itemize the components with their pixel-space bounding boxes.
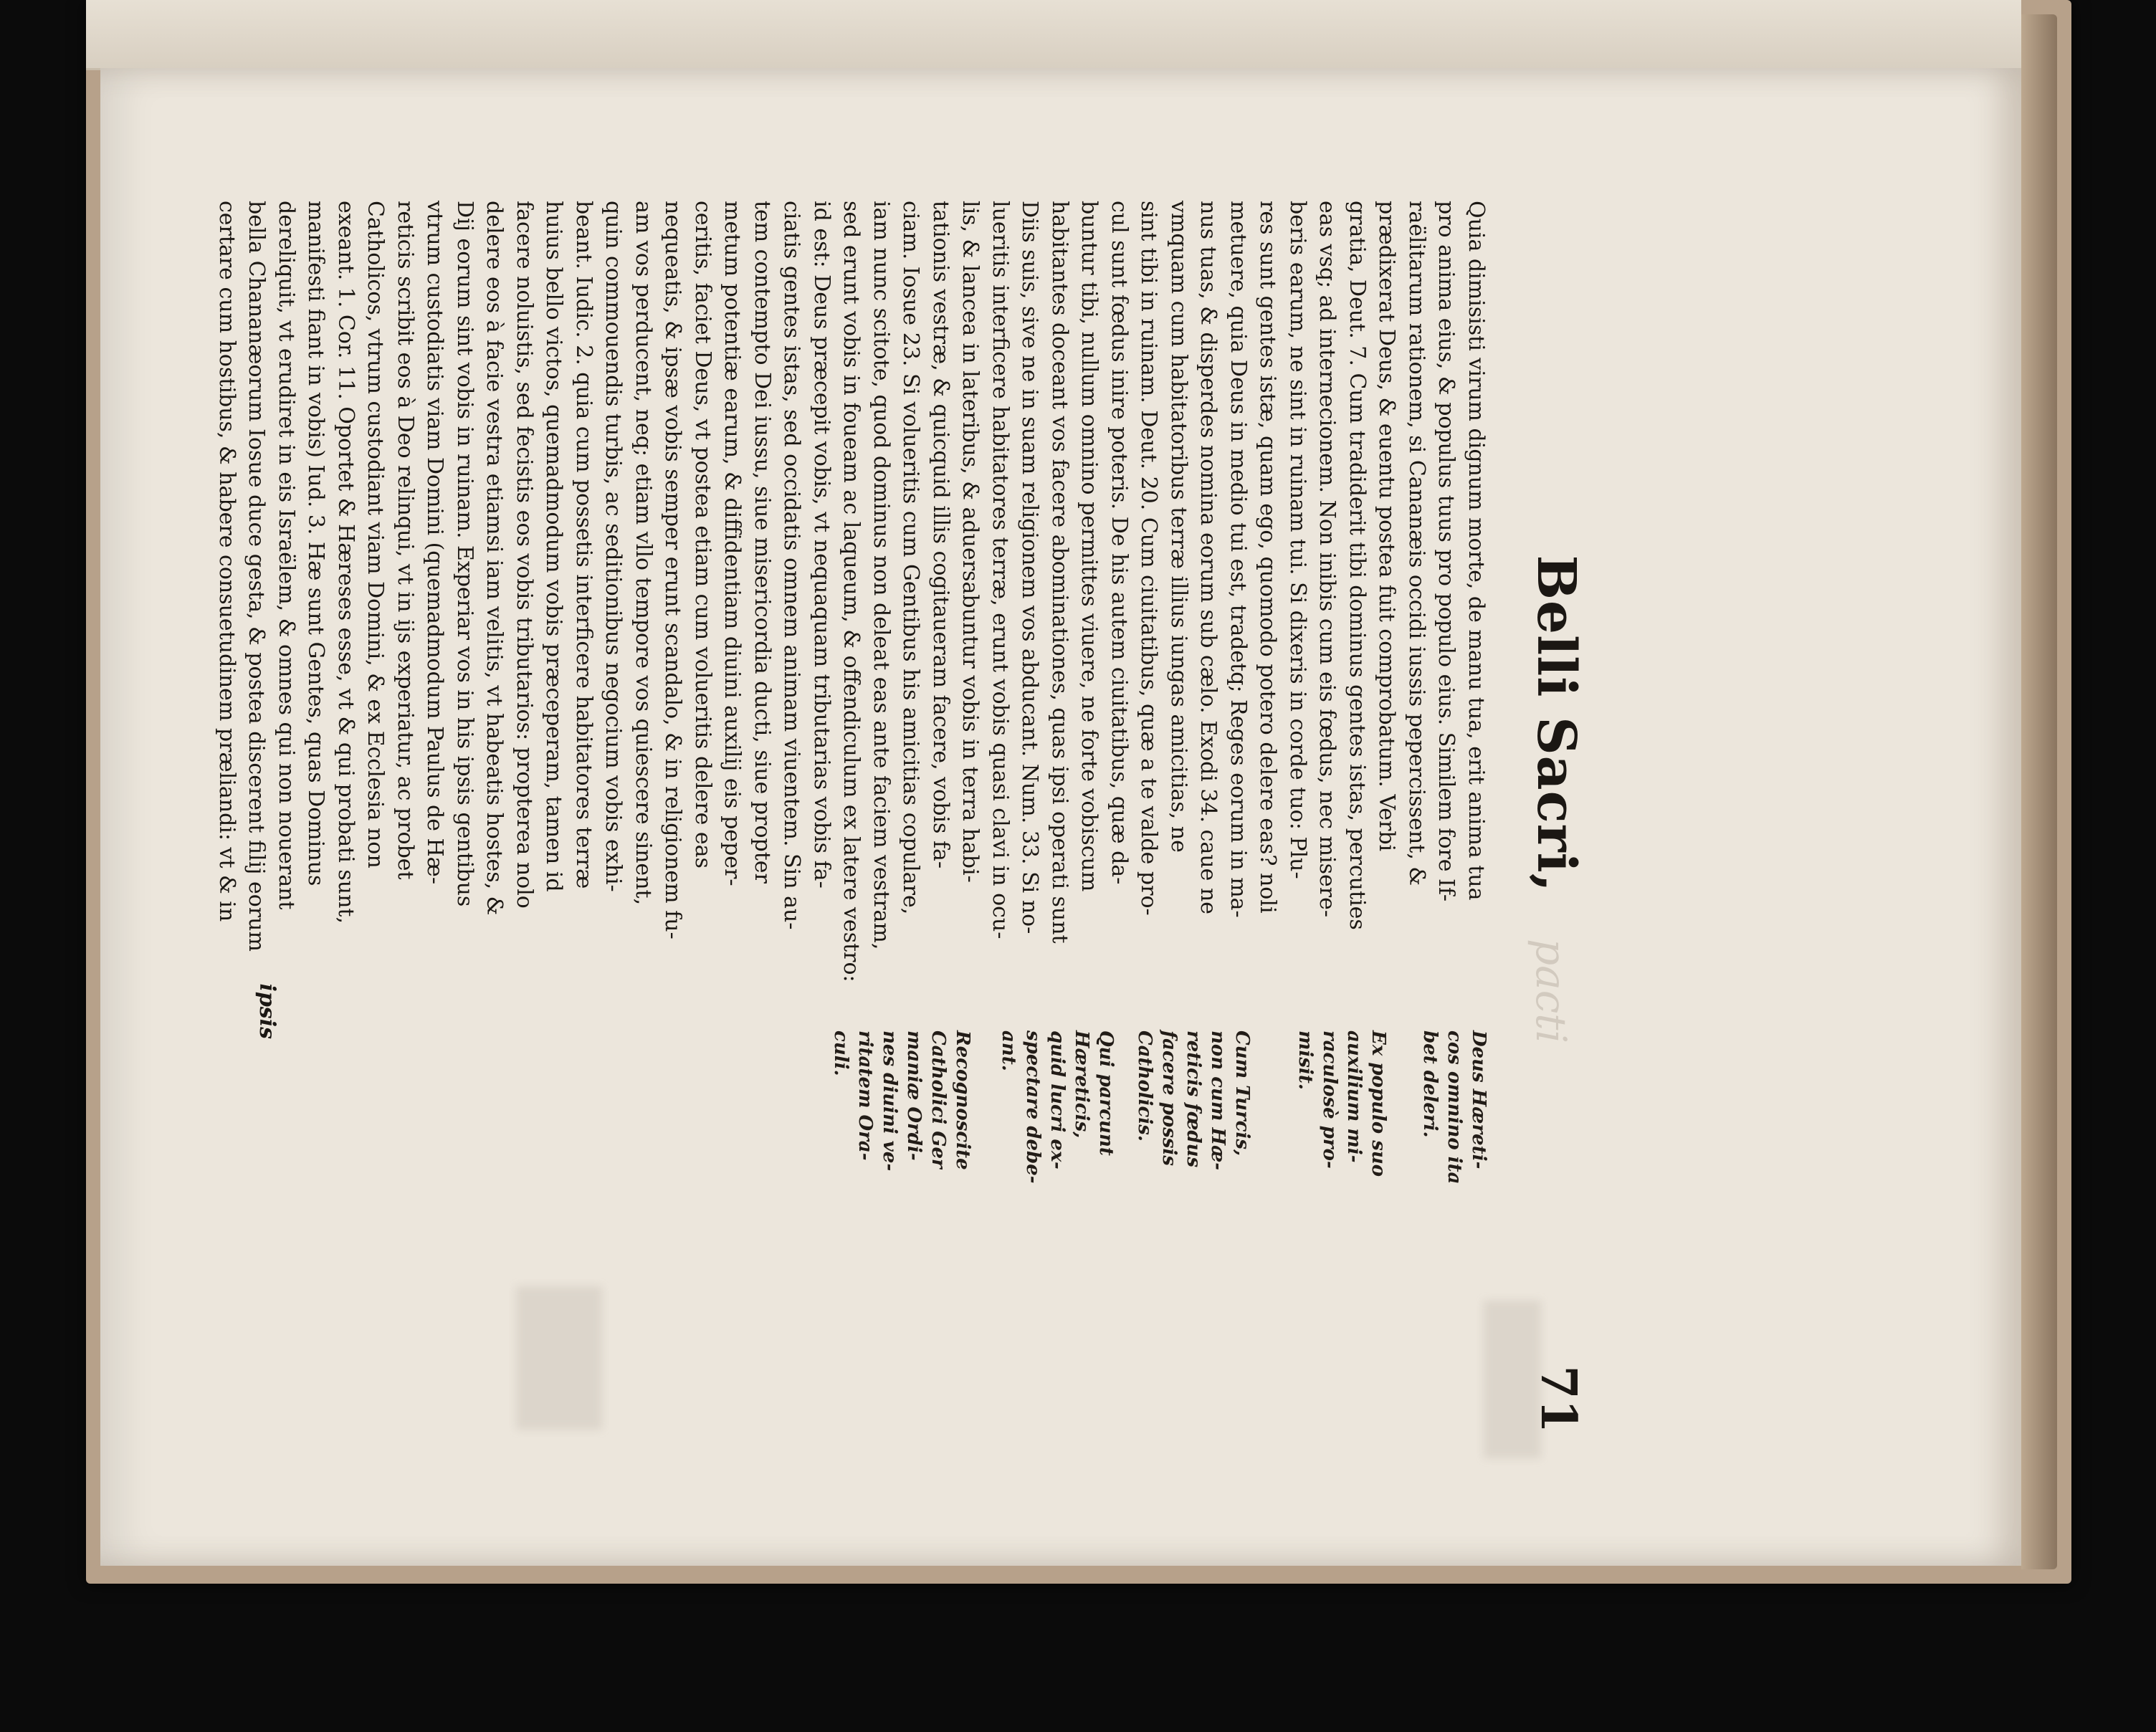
margin-note-line: raculosè pro- <box>1319 1030 1340 1169</box>
margin-note-line: facere possis <box>1158 1030 1180 1167</box>
body-line: gratia, Deut. 7. Cum tradiderit tibi dominus gentes istas, percuties <box>1345 201 1370 930</box>
body-line: facere noluistis, sed fecistis eos vobis tributarios: propterea nolo <box>512 201 537 909</box>
body-line: exeant. 1. Cor. 11. Oportet & Hæreses esse, vt & qui probati sunt, <box>333 201 358 924</box>
body-line: Quia dimisisti virum dignum morte, de manu tua, erit anima tua <box>1464 201 1489 901</box>
body-line: dereliquit, vt erudiret in eis Israëlem, & omnes qui non nouerant <box>274 201 299 910</box>
body-line: vmquam cum habitatoribus terræ illius iungas amicitias, ne <box>1166 201 1191 853</box>
body-line: metuere, quia Deus in medio tui est, tradetq; Reges eorum in ma- <box>1226 201 1251 918</box>
catchword: ipsis <box>254 983 280 1039</box>
body-line: beris earum, ne sint in ruinam tui. Si dixeris in corde tuo: Plu- <box>1285 201 1310 879</box>
margin-note-line: Cum Turcis, <box>1231 1030 1253 1157</box>
body-line: ciatis gentes istas, sed occidatis omnem animam viuentem. Sin au- <box>779 201 805 930</box>
margin-note-line: Recognoscite <box>952 1030 973 1170</box>
body-line: reticis scribit eos à Deo relinqui, vt in ijs experiatur, ac probet <box>393 201 418 880</box>
body-line: quin commouendis turbis, ac seditionibus negocium vobis exhi- <box>601 201 626 892</box>
body-line: Dij eorum sint vobis in ruinam. Experiar vos in his ipsis gentibus <box>452 201 477 907</box>
page-number: 71 <box>1530 1365 1587 1433</box>
page-header <box>1512 201 1591 1433</box>
margin-note-line: Hæreticis, <box>1071 1030 1092 1139</box>
margin-note <box>1132 1030 1254 1403</box>
body-text <box>212 201 1492 1010</box>
margin-note-line: misit. <box>1294 1030 1316 1090</box>
body-line: prædixerat Deus, & euentu postea fuit comprobatum. Verbi <box>1374 201 1400 852</box>
margin-note <box>1293 1030 1391 1403</box>
body-line: nequeatis, & ipsæ vobis semper erunt scandalo, & in religionem fu- <box>660 201 686 939</box>
margin-note-line: bet deleri. <box>1419 1030 1441 1138</box>
body-line: lis, & lancea in lateribus, & aduersabuntur vobis in terra habi- <box>958 201 983 883</box>
body-line: buntur tibi, nullum omnino permittes viuere, ne forte vobiscum <box>1077 201 1102 892</box>
body-line: res sunt gentes istæ, quam ego, quomodo potero delere eas? noli <box>1255 201 1281 914</box>
body-line: huius bello victos, quemadmodum vobis præceperam, tamen id <box>541 201 567 892</box>
margin-note-line: cos omnino ita <box>1444 1030 1465 1185</box>
margin-note-line: reticis fœdus <box>1183 1030 1204 1168</box>
body-line: tationis vestræ, & quicquid illis cogitaueram facere, vobis fa- <box>928 201 953 869</box>
page-edge <box>2021 14 2057 1569</box>
body-line: cul sunt fœdus inire poteris. De his autem ciuitatibus, quæ da- <box>1107 201 1132 885</box>
body-line: ceritis, faciet Deus, vt postea etiam cum volueritis delere eas <box>690 201 715 869</box>
body-line: bella Chananæorum Iosue duce gesta, & postea discerent filij eorum <box>244 201 270 952</box>
body-line: eas vsq; ad internecionem. Non inibis cum eis fœdus, nec misere- <box>1315 201 1340 917</box>
body-line: sint tibi in ruinam. Deut. 20. Cum ciuitatibus, quæ a te valde pro- <box>1136 201 1162 916</box>
body-line: Diis suis, sive ne in suam religionem vos abducant. Num. 33. Si no- <box>1017 201 1043 934</box>
body-line: ciam. Iosue 23. Si volueritis cum Gentibus his amicitias copulare, <box>898 201 924 915</box>
margin-note-line: non cum Hæ- <box>1207 1030 1229 1171</box>
body-line: id est: Deus præcepit vobis, vt nequaquam tributarias vobis fa- <box>809 201 834 889</box>
body-line: manifesti fiant in vobis) Iud. 3. Hæ sunt Gentes, quas Dominus <box>303 201 329 886</box>
body-line: lueritis interficere habitatores terræ, erunt vobis quasi clavi in ocu- <box>988 201 1013 939</box>
rotated-page-content <box>214 201 1591 1433</box>
body-line: vtrum custodiatis viam Domini (quemadmodum Paulus de Hæ- <box>422 201 448 884</box>
margin-note <box>1418 1030 1491 1403</box>
show-through-title: pacti <box>1527 939 1575 1044</box>
margin-note-line: ritatem Ora- <box>854 1030 876 1161</box>
facing-page-edge <box>86 0 2021 70</box>
margin-note-line: ant. <box>998 1030 1019 1071</box>
running-title: Belli Sacri, <box>1525 555 1587 893</box>
body-line: beant. Iudic. 2. quia cum possetis interficere habitatores terræ <box>571 201 596 889</box>
margin-note <box>996 1030 1118 1403</box>
margin-note-line: Catholici Ger <box>927 1030 949 1169</box>
margin-note-line: Ex populo suo <box>1368 1030 1389 1177</box>
margin-note-line: Qui parcunt <box>1095 1030 1117 1156</box>
body-line: am vos perducent, neq; etiam vllo tempore vos quiescere sinent, <box>631 201 656 906</box>
body-line: delere eos à facie vestra etiamsi iam velitis, vt habeatis hostes, & <box>482 201 507 916</box>
margin-note-line: Catholicis. <box>1134 1030 1155 1142</box>
body-line: metum potentiæ earum, & diffidentiam diuini auxilij eis peper- <box>720 201 745 886</box>
margin-note-line: culi. <box>830 1030 852 1076</box>
margin-note-line: quid lucri ex- <box>1046 1030 1068 1169</box>
body-line: Catholicos, vtrum custodiant viam Domini, & ex Ecclesia non <box>363 201 388 869</box>
body-line: nus tuas, & disperdes nomina eorum sub cælo. Exodi 34. caue ne <box>1196 201 1221 915</box>
margin-note-line: nes diuini ve- <box>879 1030 900 1172</box>
margin-note-line: auxilium mi- <box>1343 1030 1365 1163</box>
margin-note-line: Deus Hæreti- <box>1468 1030 1489 1169</box>
margin-note-line: spectare debe- <box>1022 1030 1044 1184</box>
margin-note <box>829 1030 975 1403</box>
margin-note-line: maniæ Ordi- <box>903 1030 925 1161</box>
body-line: sed erunt vobis in foueam ac laqueum, & offendiculum ex latere vestro: <box>839 201 864 982</box>
body-line: pro anima eius, & populus tuus pro populo eius. Similem fore If- <box>1434 201 1459 902</box>
body-line: raëlitarum rationem, si Cananæis occidi iussis pepercissent, & <box>1404 201 1429 886</box>
body-line: iam nunc scitote, quod dominus non deleat eas ante faciem vestram, <box>869 201 894 950</box>
body-line: tem contempto Dei iussu, siue misericordia ducti, siue propter <box>750 201 775 884</box>
body-line: certare cum hostibus, & habere consuetudinem præliandi: vt & in <box>214 201 239 922</box>
body-line: habitantes doceant vos facere abominationes, quas ipsi operati sunt <box>1047 201 1072 944</box>
